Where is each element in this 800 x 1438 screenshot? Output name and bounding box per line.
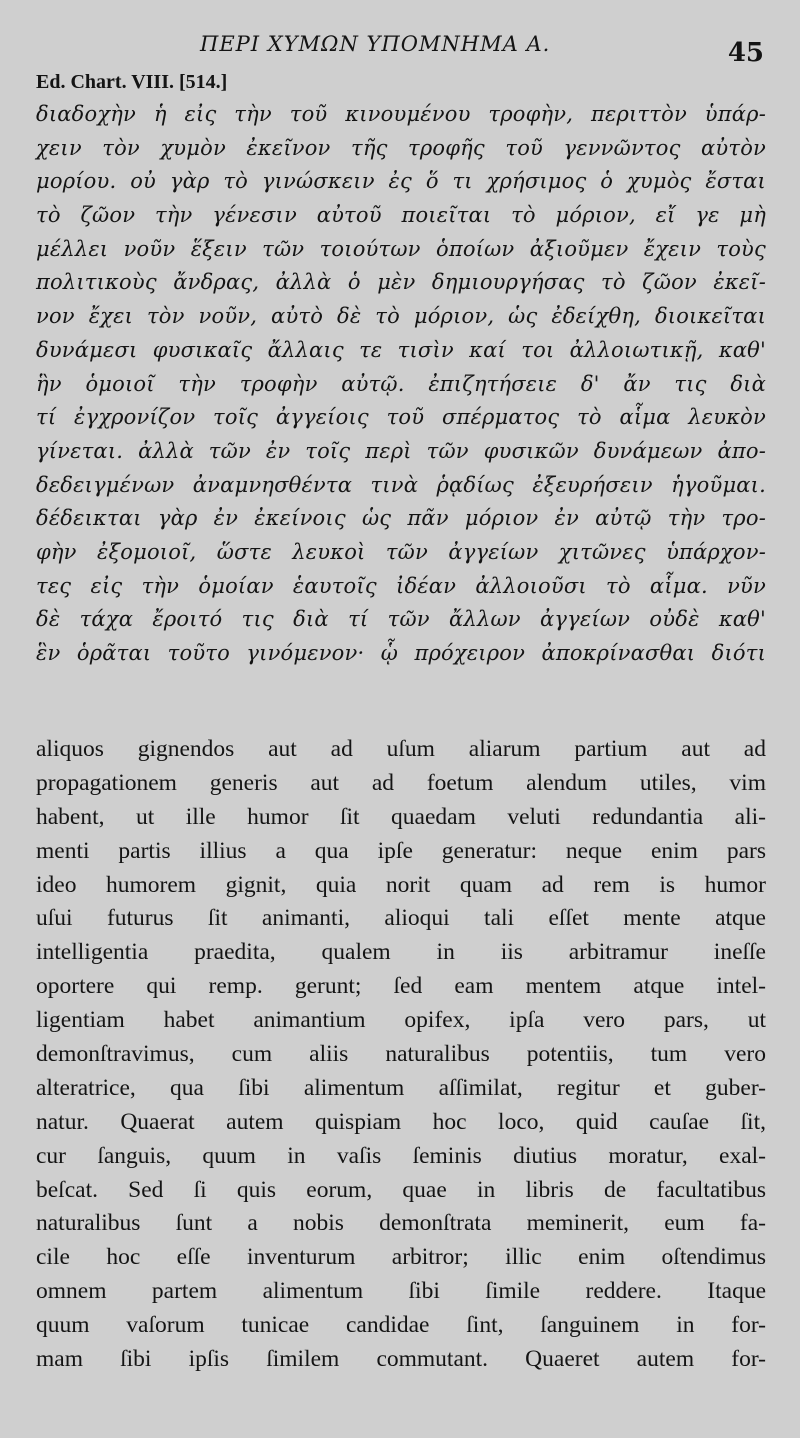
latin-line: beſcat. Sed ſi quis eorum, quae in libris de facultatibus xyxy=(36,1176,766,1203)
greek-line: δέδεικται γὰρ ἐν ἐκείνοις ὡς πᾶν μόριον ἐν αὐτῷ τὴν τρο- xyxy=(36,506,766,531)
greek-line: δυνάμεσι φυσικαῖς ἄλλαις τε τισὶν καί τοι ἀλλοιωτικῇ, καθ' xyxy=(36,337,766,362)
greek-line: δεδειγμένων ἀναμνησθέντα τινὰ ῥᾳδίως ἐξευρήσειν ἡγοῦμαι. xyxy=(36,472,766,497)
greek-line: νον ἔχει τὸν νοῦν, αὐτὸ δὲ τὸ μόριον, ὡς ἐδείχθη, διοικεῖται xyxy=(36,304,766,329)
latin-line: demonſtravimus, cum aliis naturalibus potentiis, tum vero xyxy=(36,1041,766,1068)
greek-text-block xyxy=(36,98,766,671)
greek-line: χειν τὸν χυμὸν ἐκεῖνον τῆς τροφῆς τοῦ γεννῶντος αὐτὸν xyxy=(36,135,766,160)
latin-line: natur. Quaerat autem quispiam hoc loco, quid cauſae ſit, xyxy=(36,1108,766,1135)
latin-line: aliquos gignendos aut ad uſum aliarum partium aut ad xyxy=(36,736,766,762)
greek-line: διαδοχὴν ἡ εἰς τὴν τοῦ κινουμένου τροφὴν, περιττὸν ὑπάρ- xyxy=(36,102,766,126)
latin-line: intelligentia praedita, qualem in iis arbitramur ineſſe xyxy=(36,939,766,966)
latin-line: alteratrice, qua ſibi alimentum aſſimilat, regitur et guber- xyxy=(36,1074,766,1101)
latin-line: propagationem generis aut ad foetum alendum utiles, vim xyxy=(36,769,766,796)
greek-line: πολιτικοὺς ἄνδρας, ἀλλὰ ὁ μὲν δημιουργήσας τὸ ζῶον ἐκεῖ- xyxy=(36,270,766,295)
latin-line: oportere qui remp. gerunt; ſed eam mentem atque intel- xyxy=(36,973,766,1000)
greek-line: τί ἐγχρονίζον τοῖς ἀγγείοις τοῦ σπέρματος τὸ αἷμα λευκὸν xyxy=(36,405,766,430)
running-title: ΠΕΡΙ ΧΥΜΩΝ ΥΠΟΜΝΗΜΑ Α. xyxy=(200,32,551,56)
page-number: 45 xyxy=(727,38,764,68)
latin-line: naturalibus ſunt a nobis demonſtrata meminerit, eum fa- xyxy=(36,1210,766,1237)
running-head xyxy=(0,28,800,68)
latin-line: uſui futurus ſit animanti, alioqui tali eſſet mente atque xyxy=(36,905,766,932)
latin-line: mam ſibi ipſis ſimilem commutant. Quaeret autem for- xyxy=(36,1346,766,1373)
greek-line: τὸ ζῶον τὴν γένεσιν αὐτοῦ ποιεῖται τὸ μόριον, εἴ γε μὴ xyxy=(36,203,766,228)
greek-line: μορίου. οὐ γὰρ τὸ γινώσκειν ἐς ὅ τι χρήσιμος ὁ χυμὸς ἔσται xyxy=(36,169,766,194)
latin-line: omnem partem alimentum ſibi ſimile reddere. Itaque xyxy=(36,1278,766,1305)
latin-line: habent, ut ille humor ſit quaedam veluti redundantia ali- xyxy=(36,803,766,830)
latin-line: cur ſanguis, quum in vaſis ſeminis diutius moratur, exal- xyxy=(36,1142,766,1169)
greek-line: φὴν ἐξομοιοῖ, ὥστε λευκοὶ τῶν ἀγγείων χιτῶνες ὑπάρχον- xyxy=(36,539,766,564)
greek-line: γίνεται. ἀλλὰ τῶν ἐν τοῖς περὶ τῶν φυσικῶν δυνάμεων ἀπο- xyxy=(36,438,766,463)
latin-line: quum vaſorum tunicae candidae ſint, ſanguinem in for- xyxy=(36,1312,766,1339)
greek-line: ἣν ὁμοιοῖ τὴν τροφὴν αὐτῷ. ἐπιζητήσειε δ' ἄν τις διὰ xyxy=(36,371,766,396)
latin-line: ligentiam habet animantium opifex, ipſa vero pars, ut xyxy=(36,1007,766,1034)
greek-line: δὲ τάχα ἔροιτό τις διὰ τί τῶν ἄλλων ἀγγείων οὐδὲ καθ' xyxy=(36,607,766,632)
latin-text-block xyxy=(36,733,766,1377)
greek-line: ἓν ὁρᾶται τοῦτο γινόμενον· ᾧ πρόχειρον ἀποκρίνασθαι διότι xyxy=(36,641,766,665)
latin-line: menti partis illius a qua ipſe generatur: neque enim pars xyxy=(36,837,766,864)
greek-line: τες εἰς τὴν ὁμοίαν ἑαυτοῖς ἰδέαν ἀλλοιοῦσι τὸ αἷμα. νῦν xyxy=(36,573,766,598)
edition-reference: Ed. Chart. VIII. [514.] xyxy=(36,71,228,93)
latin-line: ideo humorem gignit, quia norit quam ad rem is humor xyxy=(36,871,766,898)
latin-line: cile hoc eſſe inventurum arbitror; illic enim oſtendimus xyxy=(36,1244,766,1271)
greek-line: μέλλει νοῦν ἕξειν τῶν τοιούτων ὁποίων ἀξιοῦμεν ἔχειν τοὺς xyxy=(36,236,766,261)
